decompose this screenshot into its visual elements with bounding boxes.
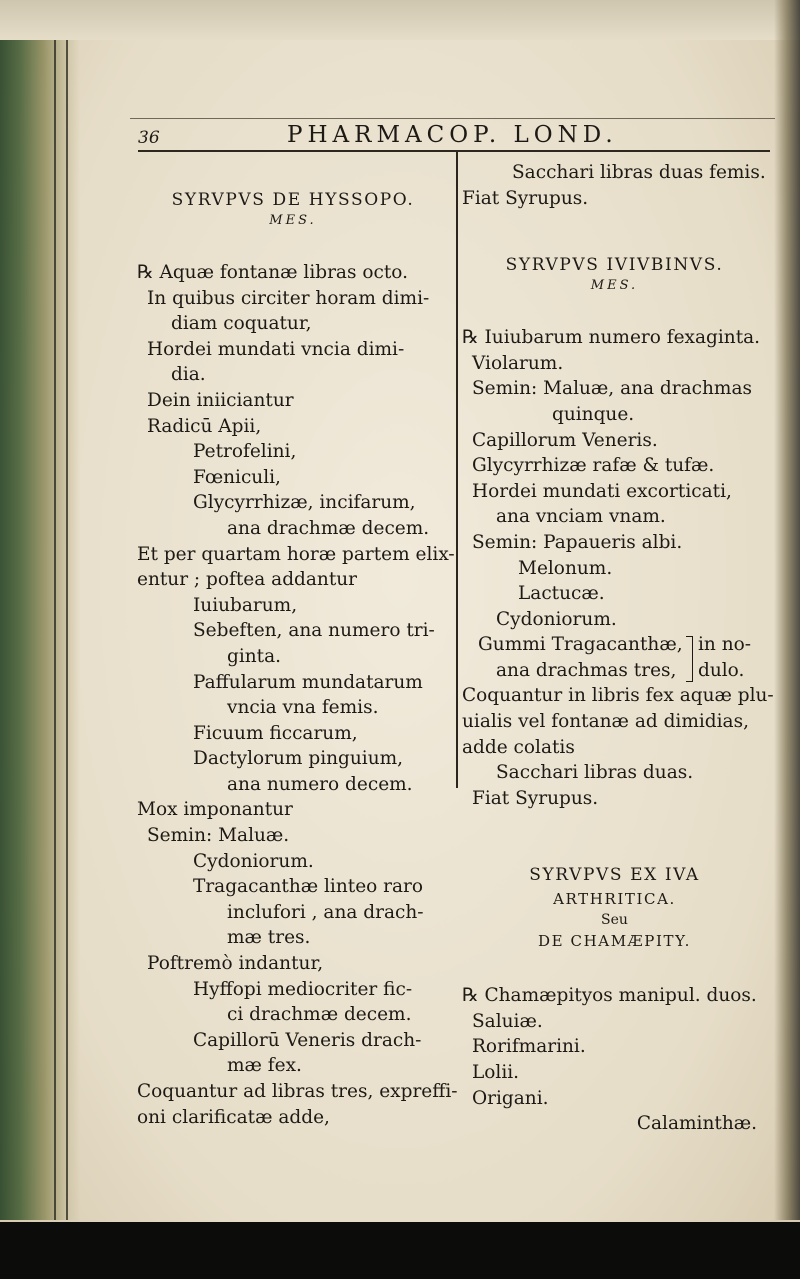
text-line: Sacchari libras duas. xyxy=(496,762,694,784)
text-line: Dein iniiciantur xyxy=(147,389,294,411)
text-line: ci drachmæ decem. xyxy=(227,1004,412,1026)
text-line: ana drachmas tres, xyxy=(496,659,677,681)
text-line: Paffularum mundatarum xyxy=(193,671,423,693)
text-line: Gummi Tragacanthæ, xyxy=(478,634,683,656)
text-line: inclufori , ana drach- xyxy=(227,901,424,923)
recipe-subtitle: MES. xyxy=(590,278,639,294)
text-line: entur ; poftea addantur xyxy=(137,569,358,591)
header-rule xyxy=(138,150,770,152)
text-line: Melonum. xyxy=(518,557,613,579)
text-line: Lactucæ. xyxy=(518,583,605,605)
text-line: Cydoniorum. xyxy=(193,850,314,872)
scan-bottom-border xyxy=(0,1222,800,1279)
text-line: Ficuum ficcarum, xyxy=(193,722,358,744)
text-line: Hyffopi mediocriter fic- xyxy=(193,978,413,1000)
text-line: Petrofelini, xyxy=(193,441,297,463)
text-line: Sacchari libras duas femis. xyxy=(512,162,766,183)
text-line: Hordei mundati vncia dimi- xyxy=(147,338,405,360)
text-line: Semin: Papaueris albi. xyxy=(472,531,683,553)
text-line: vncia vna femis. xyxy=(227,697,379,719)
bracket-note: in no- xyxy=(698,634,752,656)
text-line: Tragacanthæ linteo raro xyxy=(193,876,424,898)
text-line: Et per quartam horæ partem elix- xyxy=(137,543,455,565)
text-line: ℞ Iuiubarum numero fexaginta. xyxy=(462,327,761,349)
text-line: mæ fex. xyxy=(227,1055,302,1077)
recipe-title: SYRVPVS EX IVA xyxy=(529,865,700,886)
page-right-edge xyxy=(774,0,800,1220)
recipe-subtitle: MES. xyxy=(269,213,317,228)
left-column xyxy=(137,188,458,1130)
text-line: Dactylorum pinguium, xyxy=(193,748,404,770)
text-line: ana vnciam vnam. xyxy=(496,506,666,528)
text-line: Origani. xyxy=(472,1087,549,1109)
text-line: adde colatis xyxy=(462,736,575,758)
text-line: Mox imponantur xyxy=(137,799,293,821)
binding-line xyxy=(54,40,56,1220)
recipe-title: SYRVPVS DE HYSSOPO. xyxy=(171,190,415,210)
text-line: Hordei mundati excorticati, xyxy=(472,480,732,502)
book-binding-edge xyxy=(0,40,80,1220)
text-line: Rorifmarini. xyxy=(472,1036,586,1058)
text-line: ana numero decem. xyxy=(227,773,413,795)
bracket xyxy=(686,636,693,682)
running-title: PHARMACOP. LOND. xyxy=(287,122,618,148)
text-line: Poftremò indantur, xyxy=(147,953,324,975)
text-line: Capillorū Veneris drach- xyxy=(193,1029,422,1051)
page-number: 36 xyxy=(138,128,160,148)
recipe-title: ARTHRITICA. xyxy=(553,890,676,909)
header-top-rule xyxy=(130,118,775,119)
text-line: Glycyrrhizæ, incifarum, xyxy=(193,492,416,514)
text-line: diam coquatur, xyxy=(171,313,312,335)
text-line: Lolii. xyxy=(472,1062,520,1084)
text-line: ℞ Aquæ fontanæ libras octo. xyxy=(137,262,408,283)
text-line: Semin: Maluæ, ana drachmas xyxy=(472,378,752,400)
text-line: Saluiæ. xyxy=(472,1010,543,1032)
text-line: dia. xyxy=(171,364,206,386)
text-line: Fœniculi, xyxy=(193,466,281,488)
text-line: Capillorum Veneris. xyxy=(472,429,658,451)
text-line: uialis vel fontanæ ad dimidias, xyxy=(462,710,749,732)
recipe-title: DE CHAMÆPITY. xyxy=(537,932,692,951)
text-line: Fiat Syrupus. xyxy=(472,787,599,809)
top-margin-shadow xyxy=(0,0,800,40)
text-line: Radicū Apii, xyxy=(147,415,262,437)
recipe-subtitle: Seu xyxy=(601,912,628,929)
text-line: Glycyrrhizæ rafæ & tufæ. xyxy=(472,455,715,477)
text-line: Cydoniorum. xyxy=(496,608,617,630)
text-line: oni clarificatæ adde, xyxy=(137,1106,330,1128)
text-line: Iuiubarum, xyxy=(193,594,298,616)
text-line: Sebeften, ana numero tri- xyxy=(193,620,435,642)
bracket-note: dulo. xyxy=(698,659,745,681)
bracketed-ingredients xyxy=(462,632,767,683)
column-divider xyxy=(456,152,458,788)
split-line xyxy=(462,1111,767,1137)
text-line: mæ tres. xyxy=(227,927,311,949)
text-line: Coquantur ad libras tres, expreffi- xyxy=(137,1081,458,1102)
text-line: Calaminthæ. xyxy=(636,1113,757,1135)
binding-line xyxy=(66,40,68,1220)
text-line: ana drachmæ decem. xyxy=(227,517,430,539)
text-line: Fiat Syrupus. xyxy=(462,187,589,209)
text-line: quinque. xyxy=(552,403,635,425)
recipe-title: SYRVPVS IVIVBINVS. xyxy=(505,255,724,276)
text-line: ℞ Chamæpityos manipul. duos. xyxy=(462,985,757,1007)
right-column xyxy=(462,160,774,1137)
text-line: ginta. xyxy=(227,645,282,667)
text-line: Violarum. xyxy=(472,352,564,374)
text-line: Semin: Maluæ. xyxy=(147,825,290,847)
text-line: In quibus circiter horam dimi- xyxy=(147,287,430,309)
text-line: Coquantur in libris fex aquæ plu- xyxy=(462,685,774,707)
